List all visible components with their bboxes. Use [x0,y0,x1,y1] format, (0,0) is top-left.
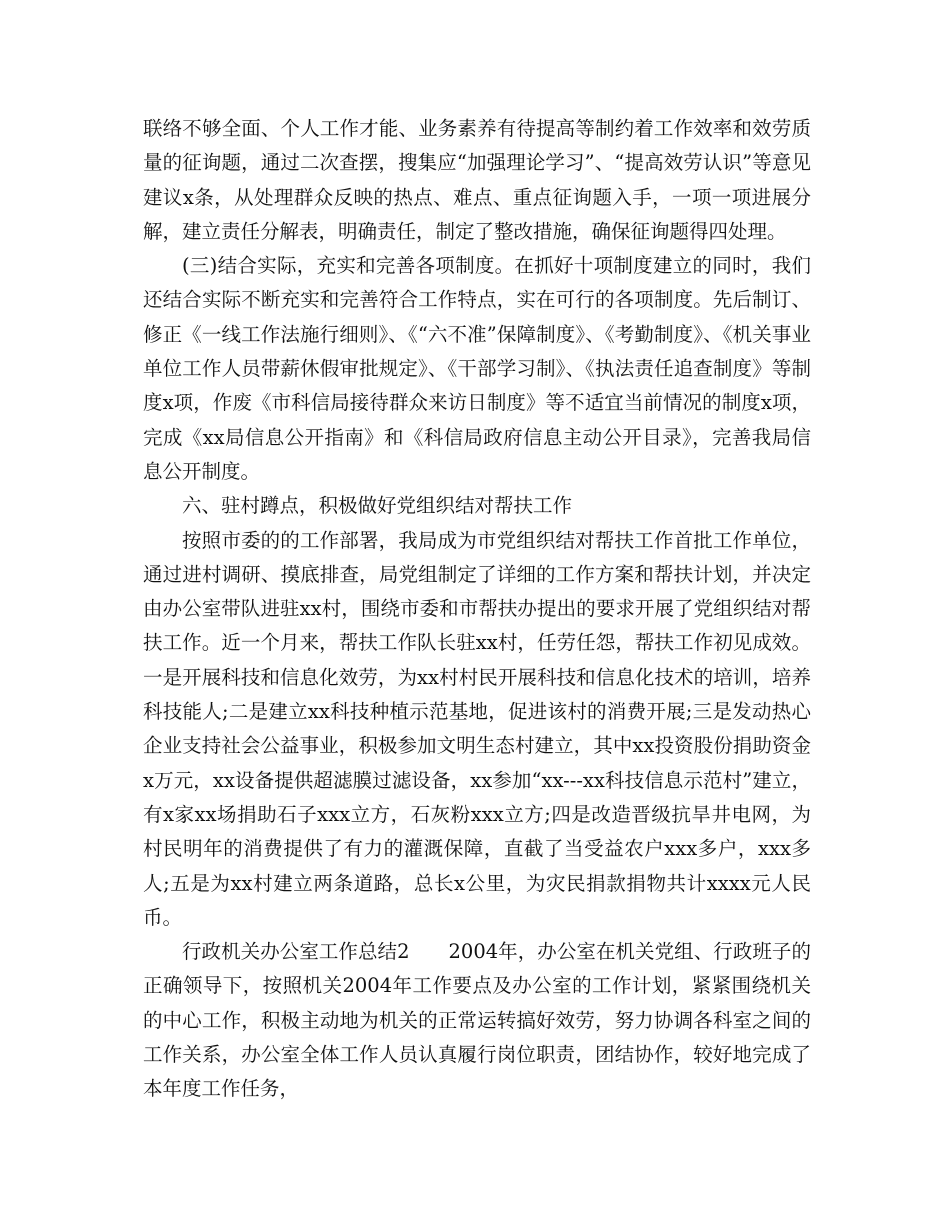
paragraph-continuation: 联络不够全面、个人工作才能、业务素养有待提高等制约着工作效率和效劳质量的征询题，通过二次查摆，搜集应“加强理论学习”、“提高效劳认识”等意见建议x条，从处理群众反映的热点、难点、重点征询题入手，一项一项进展分解，建立责任分解表，明确责任，制定了整改措施，确保征询题得四处理。 [143,117,811,243]
summary-title: 行政机关办公室工作总结2 [182,940,410,964]
summary-body: 2004年，办公室在机关党组、行政班子的正确领导下，按照机关2004年工作要点及办公室的工作计划，紧紧围绕机关的中心工作，积极主动地为机关的正常运转搞好效劳，努力协调各科室之间的工作关系，办公室全体工作人员认真履行岗位职责，团结协作，较好地完成了本年度工作任务， [143,940,811,1101]
paragraph-village-aid: 按照市委的的工作部署，我局成为市党组织结对帮扶工作首批工作单位，通过进村调研、摸底排查，局党组制定了详细的工作方案和帮扶计划，并决定由办公室带队进驻xx村，围绕市委和市帮扶办提出的要求开展了党组织结对帮扶工作。近一个月来，帮扶工作队长驻xx村，任劳任怨，帮扶工作初见成效。一是开展科技和信息化效劳，为xx村村民开展科技和信息化技术的培训，培养科技能人;二是建立xx科技种植示范基地，促进该村的消费开展;三是发动热心企业支持社会公益事业，积极参加文明生态村建立，其中xx投资股份捐助资金x万元，xx设备提供超滤膜过滤设备，xx参加“xx---xx科技信息示范村”建立，有x家xx场捐助石子xxx立方，石灰粉xxx立方;四是改造晋级抗旱井电网，为村民明年的消费提供了有力的灌溉保障，直截了当受益农户xxx多户，xxx多人;五是为xx村建立两条道路，总长x公里，为灾民捐款捐物共计xxxx元人民币。 [143,528,811,929]
paragraph-summary-2 [143,935,811,1106]
section-heading-village-aid: 六、驻村蹲点，积极做好党组织结对帮扶工作 [182,494,573,518]
document-page [143,112,811,1107]
paragraph-institution-building: (三)结合实际，充实和完善各项制度。在抓好十项制度建立的同时，我们还结合实际不断充实和完善符合工作特点，实在可行的各项制度。先后制订、修正《一线工作法施行细则》、《“六不准”保障制度》、《考勤制度》、《机关事业单位工作人员带薪休假审批规定》、《干部学习制》、《执法责任追查制度》等制度x项，作废《市科信局接待群众来访日制度》等不适宜当前情况的制度x项，完成《xx局信息公开指南》和《科信局政府信息主动公开目录》，完善我局信息公开制度。 [143,254,811,483]
